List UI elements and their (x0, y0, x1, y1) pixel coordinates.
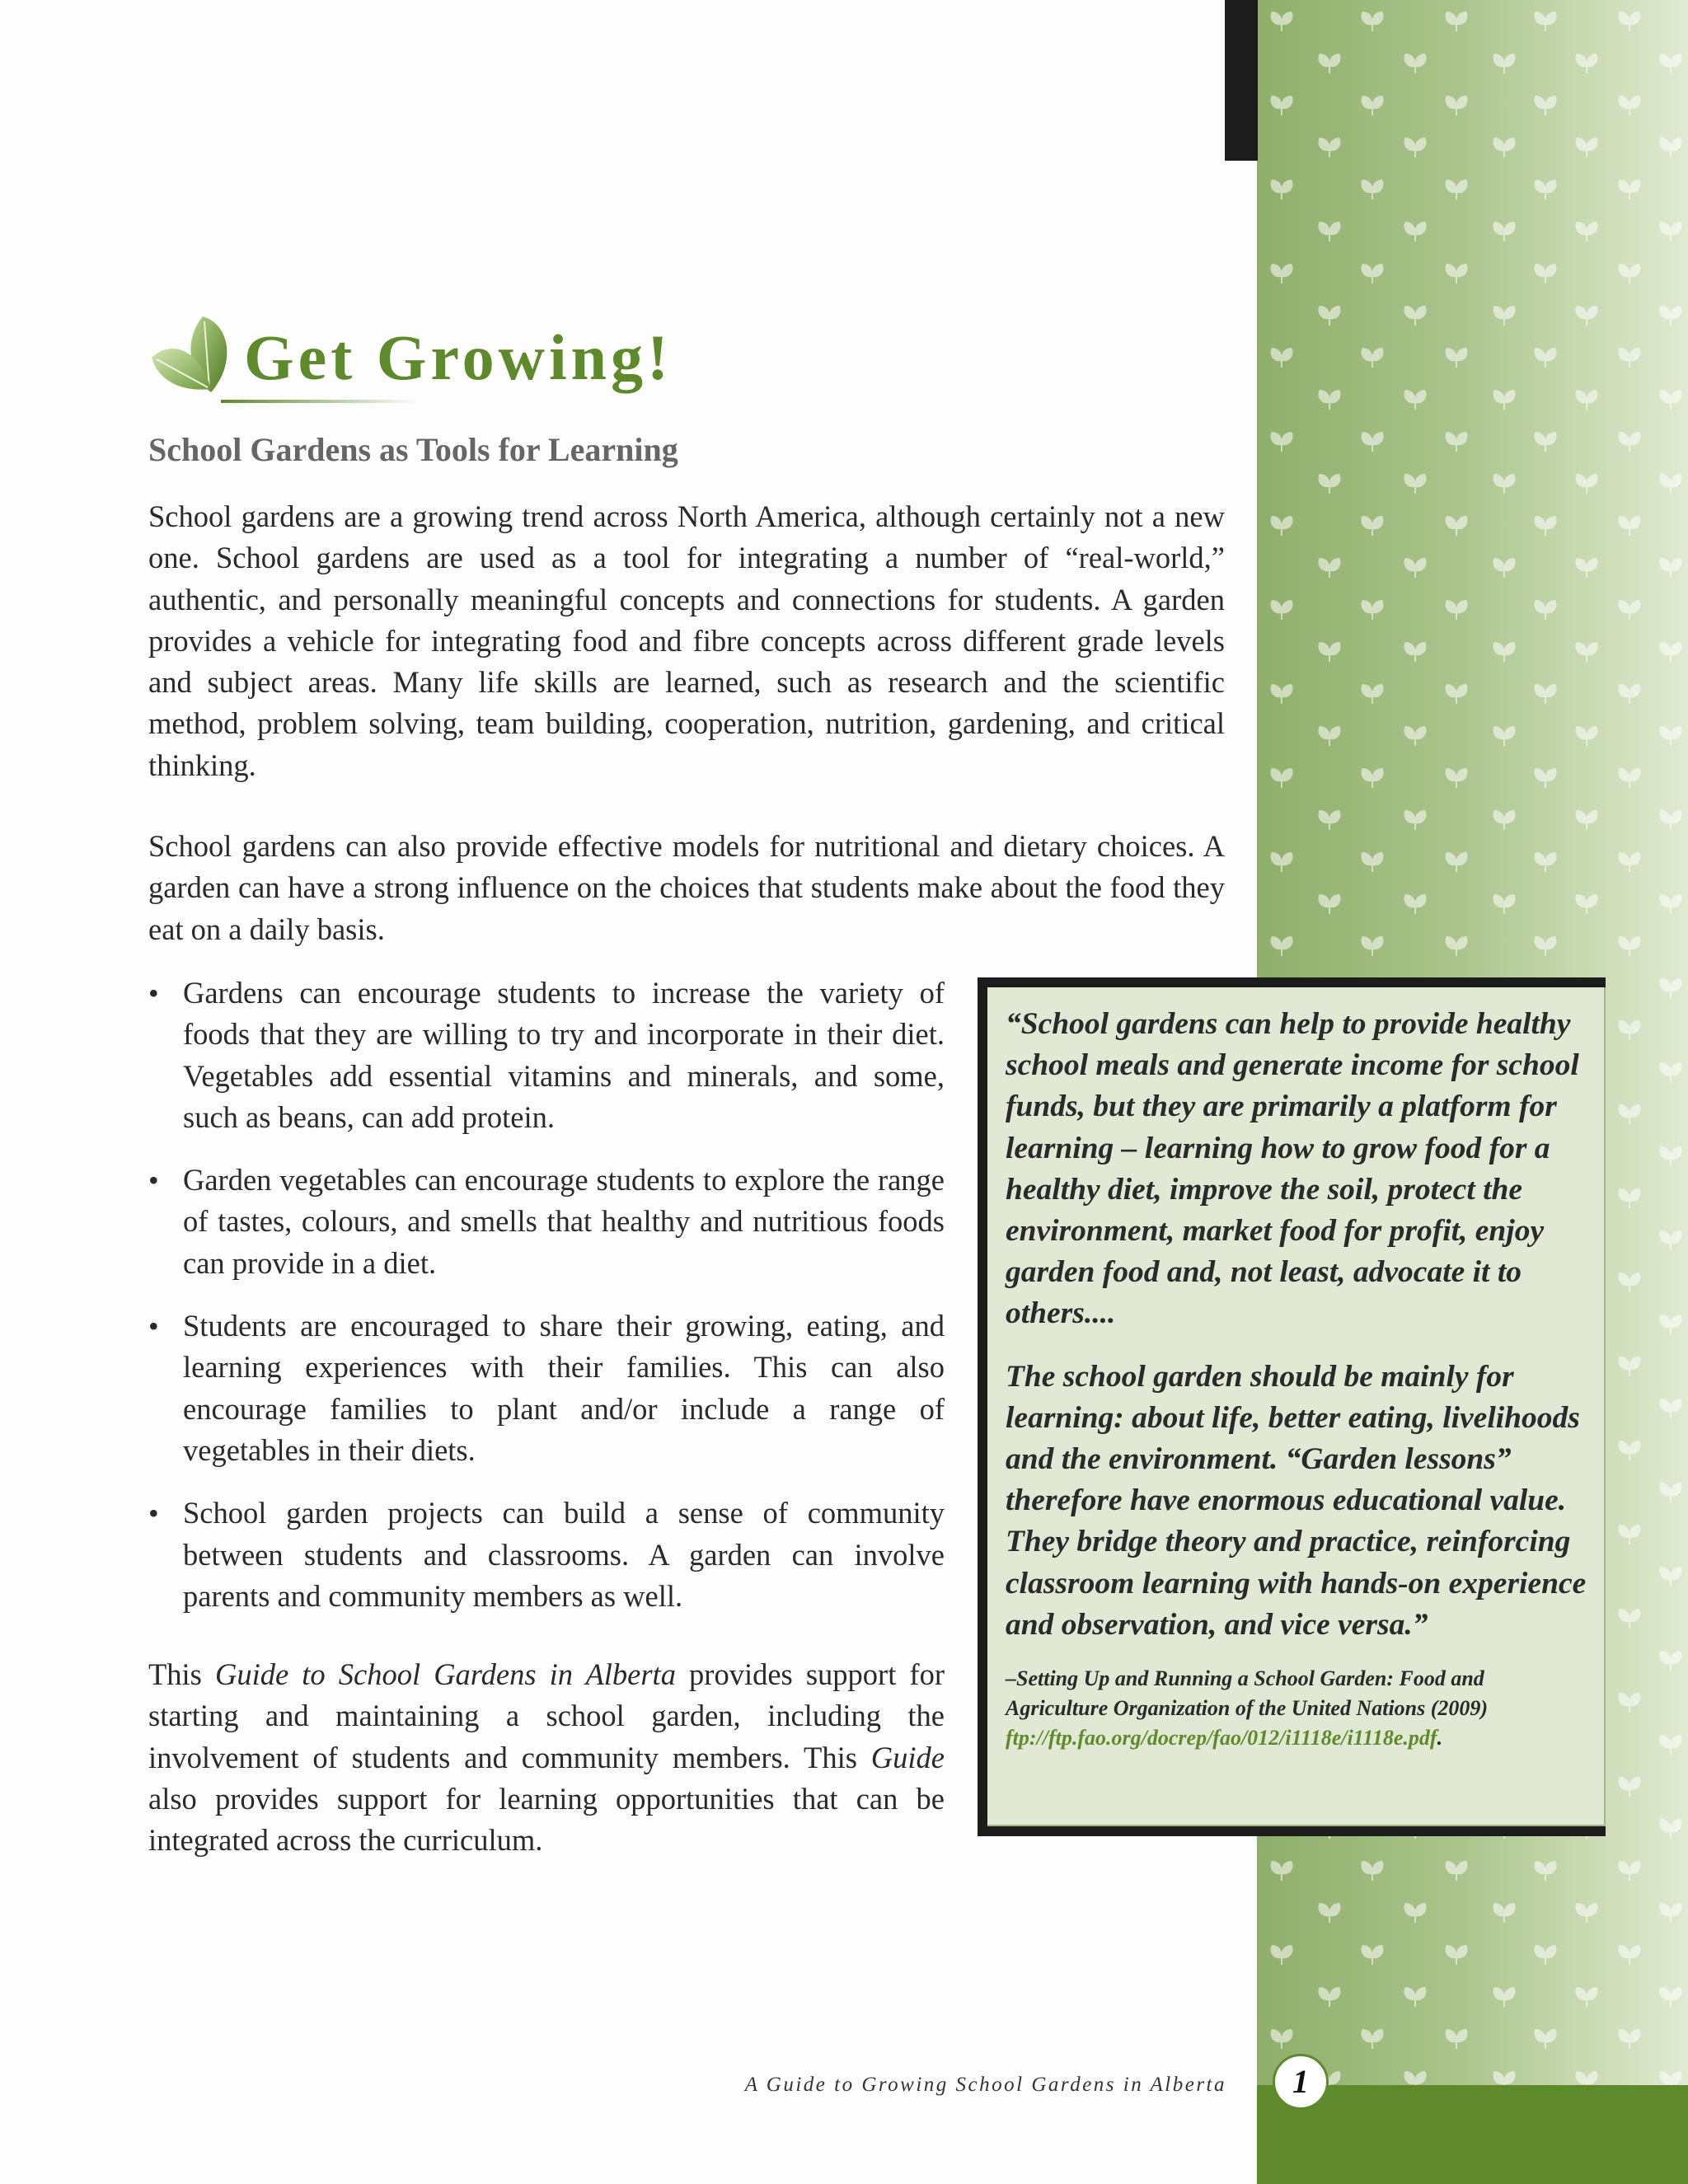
sprout-icon (1446, 600, 1468, 620)
sprout-icon (1660, 1483, 1682, 1502)
sprout-icon (1493, 390, 1516, 410)
source-link[interactable]: ftp://ftp.fao.org/docrep/fao/012/i1118e/i1118e.pdf (1006, 1726, 1437, 1750)
intro-paragraph: School gardens are a growing trend across North America, although certainly not a new one. School gardens are used as a tool for integrating a number of “real-world,” authentic, and personally meaningful concepts and connections for students. A garden provides a vehicle for integrating food and fibre concepts across different grade levels and subject areas. Many life skills are learned, such as research and the scientific method, problem solving, team building, cooperation, nutrition, gardening, and critical thinking. (148, 499, 1225, 782)
sprout-icon (1660, 978, 1682, 998)
sprout-icon (1271, 600, 1293, 620)
sprout-icon (1619, 936, 1641, 956)
sprout-icon (1404, 558, 1427, 578)
sprout-icon (1619, 1272, 1641, 1292)
sprout-icon (1660, 1651, 1682, 1671)
sprout-icon (1404, 390, 1427, 410)
sprout-icon (1362, 936, 1384, 956)
sprout-icon (1576, 222, 1598, 241)
sprout-icon (1362, 1945, 1384, 1965)
sprout-icon (1362, 180, 1384, 199)
sprout-icon (1271, 432, 1293, 452)
guide-title: Guide to School Gardens in Alberta (214, 1657, 676, 1691)
sprout-icon (1319, 558, 1341, 578)
sprout-icon (1660, 1315, 1682, 1334)
sprout-icon (1446, 96, 1468, 115)
sprout-icon (1535, 516, 1557, 536)
sprout-icon (1576, 558, 1598, 578)
sprout-icon (1446, 768, 1468, 788)
sprout-icon (1404, 138, 1427, 157)
sprout-icon (1535, 96, 1557, 115)
sprout-icon (1271, 2029, 1293, 2049)
list-item: • Students are encouraged to share their growing, eating, and learning experiences with their families. This can also encourage families to plant and/or include a range of vegetables in their diets. (148, 1305, 945, 1471)
sprout-icon (1446, 684, 1468, 704)
sprout-icon (1493, 642, 1516, 662)
sprout-icon (1535, 684, 1557, 704)
sprout-icon (1576, 1987, 1598, 2007)
sprout-icon (1660, 1735, 1682, 1755)
sprout-icon (1493, 558, 1516, 578)
sprout-icon (1660, 1903, 1682, 1923)
sprout-icon (1619, 1188, 1641, 1208)
sprout-icon (1535, 600, 1557, 620)
sprout-icon (1576, 726, 1598, 746)
sprout-icon (1319, 894, 1341, 914)
sprout-icon (1446, 936, 1468, 956)
closing-paragraph: This Guide to School Gardens in Alberta provides support for starting and maintaining a school garden, including the involvement of students and community members. This Guide also provides support for learning opportunities that can be integrated across the curriculum. (148, 1657, 945, 1858)
list-item: • School garden projects can build a sense of community between students and classrooms. A garden can involve parents and community members as well. (148, 1493, 945, 1617)
sprout-icon (1362, 2029, 1384, 2049)
sprout-icon (1319, 390, 1341, 410)
sprout-icon (1271, 516, 1293, 536)
footer-guide-title: A Guide to Growing School Gardens in Alberta (744, 2074, 1226, 2096)
sprout-icon (1493, 138, 1516, 157)
nutrition-paragraph: School gardens can also provide effective models for nutritional and dietary choices. A garden can have a strong influence on the choices that students make about the food they eat on a daily basis. (148, 829, 1225, 946)
sprout-icon (1404, 810, 1427, 830)
sprout-icon (1576, 306, 1598, 326)
sprout-icon (1619, 684, 1641, 704)
sprout-icon (1619, 180, 1641, 199)
sprout-icon (1535, 12, 1557, 31)
sprout-icon (1576, 54, 1598, 73)
sprout-icon (1404, 222, 1427, 241)
sprout-icon (1446, 516, 1468, 536)
sprout-icon (1619, 1609, 1641, 1629)
sprout-icon (1271, 852, 1293, 872)
sprout-icon (1660, 1819, 1682, 1839)
sprout-icon (1619, 1945, 1641, 1965)
sprout-icon (1660, 390, 1682, 410)
sprout-icon (1271, 936, 1293, 956)
sprout-icon (1362, 96, 1384, 115)
sprout-icon (1362, 12, 1384, 31)
page-number: 1 (1273, 2054, 1329, 2110)
sprout-icon (1446, 852, 1468, 872)
sprout-icon (1660, 54, 1682, 73)
sprout-icon (1446, 180, 1468, 199)
sprout-icon (1576, 894, 1598, 914)
sprout-icon (1404, 642, 1427, 662)
sprout-icon (1576, 642, 1598, 662)
sprout-icon (1619, 600, 1641, 620)
sprout-icon (1619, 12, 1641, 31)
sprout-icon (1404, 474, 1427, 494)
sprout-icon (1446, 348, 1468, 368)
sprout-icon (1493, 54, 1516, 73)
sprout-icon (1660, 138, 1682, 157)
sprout-icon (1660, 894, 1682, 914)
sprout-icon (1660, 558, 1682, 578)
sprout-icon (1271, 768, 1293, 788)
quote-source: –Setting Up and Running a School Garden: Food and Agriculture Organization of the United Nations (2009) ftp://ftp.fao.org/docrep/fao/012/i1118e/i1118e.pdf. (1006, 1666, 1489, 1750)
sprout-icon (1446, 264, 1468, 284)
sprout-icon (1576, 1903, 1598, 1923)
sprout-icon (1535, 936, 1557, 956)
sprout-icon (1271, 1861, 1293, 1881)
sprout-icon (1660, 306, 1682, 326)
sprout-icon (1319, 306, 1341, 326)
list-item: • Gardens can encourage students to increase the variety of foods that they are willing to try and incorporate in their diet. Vegetables add essential vitamins and minerals, and some, such as beans, can add protein. (148, 972, 945, 1138)
sprout-icon (1319, 642, 1341, 662)
sprout-icon (1446, 1861, 1468, 1881)
sprout-icon (1362, 852, 1384, 872)
sprout-icon (1619, 1020, 1641, 1040)
sprout-icon (1362, 432, 1384, 452)
quote-paragraph: The school garden should be mainly for learning: about life, better eating, livelihoods and the environment. “Garden lessons” therefore have enormous educational value. They bridge theory and practice, reinforcing classroom learning with hands-on experience and observation, and vice versa.” (1006, 1359, 1587, 1642)
sprout-icon (1619, 768, 1641, 788)
sprout-icon (1619, 432, 1641, 452)
sprout-icon (1404, 726, 1427, 746)
sprout-icon (1271, 264, 1293, 284)
title-underline (221, 400, 419, 403)
sprout-icon (1404, 894, 1427, 914)
sprout-icon (1619, 1525, 1641, 1544)
sprout-icon (1619, 1357, 1641, 1376)
sprout-icon (1271, 348, 1293, 368)
sprout-icon (1576, 138, 1598, 157)
sprout-icon (1619, 516, 1641, 536)
sprout-icon (1535, 264, 1557, 284)
sprout-icon (1319, 810, 1341, 830)
sprout-icon (1493, 1903, 1516, 1923)
sprout-icon (1319, 474, 1341, 494)
sprout-icon (1535, 1861, 1557, 1881)
sprout-icon (1535, 348, 1557, 368)
sprout-icon (1493, 1987, 1516, 2007)
sprout-icon (1404, 54, 1427, 73)
sprout-icon (1535, 180, 1557, 199)
sprout-icon (1660, 1987, 1682, 2007)
sprout-icon (1660, 474, 1682, 494)
sprout-icon (1619, 96, 1641, 115)
sprout-icon (1404, 1903, 1427, 1923)
sprout-icon (1446, 2029, 1468, 2049)
sprout-icon (1660, 1146, 1682, 1166)
section-subtitle: School Gardens as Tools for Learning (148, 431, 678, 468)
sprout-icon (1660, 1230, 1682, 1250)
sprout-icon (1493, 474, 1516, 494)
sprout-icon (1493, 222, 1516, 241)
sprout-icon (1493, 306, 1516, 326)
sprout-icon (1319, 54, 1341, 73)
sprout-icon (1319, 1903, 1341, 1923)
sprout-icon (1362, 768, 1384, 788)
sprout-icon (1619, 1861, 1641, 1881)
sprout-icon (1271, 96, 1293, 115)
sprout-icon (1619, 264, 1641, 284)
sprout-icon (1619, 1104, 1641, 1124)
sprout-icon (1319, 726, 1341, 746)
sprout-icon (1619, 2029, 1641, 2049)
sprout-icon (1576, 390, 1598, 410)
sprout-icon (1271, 180, 1293, 199)
benefits-list (148, 972, 945, 1638)
sprout-icon (1660, 642, 1682, 662)
sprout-icon (1619, 1441, 1641, 1460)
quote-paragraph: “School gardens can help to provide healthy school meals and generate income for school funds, but they are primarily a platform for learning – learning how to grow food for a healthy diet, improve the soil, protect the environment, market food for profit, enjoy garden food and, not least, advocate it to others.... (1006, 1007, 1579, 1331)
sprout-icon (1660, 726, 1682, 746)
sprout-icon (1619, 852, 1641, 872)
sprout-icon (1319, 222, 1341, 241)
sprout-icon (1404, 1987, 1427, 2007)
sprout-icon (1535, 852, 1557, 872)
sprout-icon (1362, 1861, 1384, 1881)
sprout-icon (1535, 432, 1557, 452)
decorative-black-tab (1225, 0, 1258, 161)
sprout-icon (1660, 222, 1682, 241)
sprout-icon (1271, 1945, 1293, 1965)
sprout-icon (1660, 810, 1682, 830)
sprout-icon (1362, 516, 1384, 536)
guide-word: Guide (870, 1740, 945, 1774)
leaf-icon (145, 307, 244, 405)
sprout-icon (1619, 1693, 1641, 1713)
sprout-icon (1535, 768, 1557, 788)
page-title: Get Growing! (244, 321, 673, 393)
sprout-icon (1493, 894, 1516, 914)
sprout-icon (1362, 264, 1384, 284)
sprout-icon (1535, 2029, 1557, 2049)
sprout-icon (1493, 810, 1516, 830)
sprout-icon (1446, 1945, 1468, 1965)
sprout-icon (1446, 432, 1468, 452)
sprout-icon (1404, 306, 1427, 326)
sprout-icon (1319, 138, 1341, 157)
sprout-icon (1362, 684, 1384, 704)
sprout-icon (1362, 600, 1384, 620)
sprout-icon (1271, 12, 1293, 31)
sprout-icon (1660, 1399, 1682, 1418)
sprout-icon (1493, 726, 1516, 746)
list-item: • Garden vegetables can encourage students to explore the range of tastes, colours, and smells that healthy and nutritious foods can provide in a diet. (148, 1160, 945, 1284)
sprout-icon (1660, 1567, 1682, 1586)
sprout-icon (1446, 12, 1468, 31)
sprout-icon (1619, 348, 1641, 368)
sprout-icon (1619, 1777, 1641, 1797)
sprout-icon (1576, 474, 1598, 494)
quote-box (987, 987, 1606, 1826)
sprout-icon (1576, 810, 1598, 830)
sprout-icon (1271, 684, 1293, 704)
sprout-icon (1660, 1062, 1682, 1082)
sprout-icon (1319, 1987, 1341, 2007)
sprout-icon (1362, 348, 1384, 368)
sprout-icon (1535, 1945, 1557, 1965)
